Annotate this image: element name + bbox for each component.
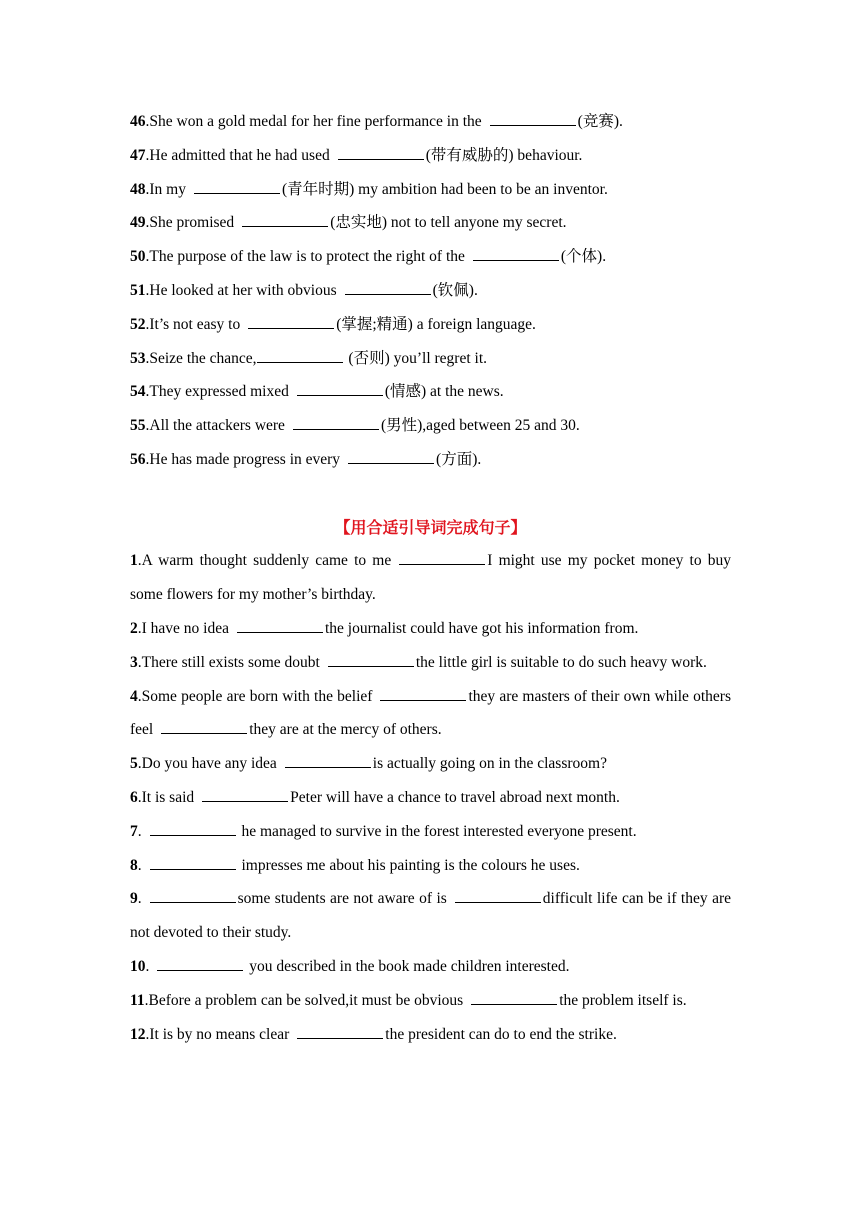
clause-item-12: 12.It is by no means clear the president can do to end the strike. [130, 1025, 617, 1043]
answer-blank[interactable] [297, 382, 383, 396]
answer-blank[interactable] [328, 653, 414, 667]
answer-blank[interactable] [471, 991, 557, 1005]
document-page [130, 105, 731, 1051]
clause-item-10: 10. you described in the book made children interested. [130, 957, 570, 975]
exercise-item-54: 54.They expressed mixed (情感) at the news. [130, 383, 504, 401]
exercise-item-53: 53.Seize the chance, (否则) you’ll regret it. [130, 349, 488, 367]
answer-blank[interactable] [297, 1025, 383, 1039]
exercise-item-48: 48.In my (青年时期) my ambition had been to be an inventor. [130, 180, 608, 198]
answer-blank[interactable] [150, 889, 236, 903]
clause-item-1: 1.A warm thought suddenly came to me I might use my pocket money to buy some flowers for my mother’s birthday. [130, 552, 731, 604]
exercise-item-55: 55.All the attackers were (男性),aged between 25 and 30. [130, 417, 580, 435]
answer-blank[interactable] [285, 754, 371, 768]
answer-blank[interactable] [202, 788, 288, 802]
clause-item-6: 6.It is said Peter will have a chance to travel abroad next month. [130, 788, 620, 806]
answer-blank[interactable] [338, 146, 424, 160]
clause-item-8: 8. impresses me about his painting is the colours he uses. [130, 856, 580, 874]
exercise-item-46: 46.She won a gold medal for her fine performance in the (竞赛). [130, 113, 623, 130]
exercise-item-51: 51.He looked at her with obvious (钦佩). [130, 281, 478, 299]
exercise-item-50: 50.The purpose of the law is to protect the right of the (个体). [130, 248, 607, 266]
answer-blank[interactable] [242, 213, 328, 227]
vocab-exercise-list [130, 105, 731, 477]
answer-blank[interactable] [348, 450, 434, 464]
exercise-item-52: 52.It’s not easy to (掌握;精通) a foreign language. [130, 315, 536, 333]
answer-blank[interactable] [293, 416, 379, 430]
clause-item-5: 5.Do you have any idea is actually going on in the classroom? [130, 755, 607, 773]
answer-blank[interactable] [399, 551, 485, 565]
clause-item-11: 11.Before a problem can be solved,it must be obvious the problem itself is. [130, 991, 687, 1009]
answer-blank[interactable] [237, 619, 323, 633]
clause-item-7: 7. he managed to survive in the forest interested everyone present. [130, 822, 637, 840]
answer-blank[interactable] [345, 281, 431, 295]
clause-exercise-list [130, 544, 731, 1051]
answer-blank[interactable] [194, 180, 280, 194]
answer-blank[interactable] [150, 856, 236, 870]
answer-blank[interactable] [161, 720, 247, 734]
section-title: 【用合适引导词完成句子】 [334, 517, 527, 537]
clause-item-3: 3.There still exists some doubt the little girl is suitable to do such heavy work. [130, 653, 707, 671]
answer-blank[interactable] [150, 822, 236, 836]
clause-item-4: 4.Some people are born with the belief they are masters of their own while others feel they are at the mercy of others. [130, 687, 732, 739]
clause-item-9: 9. some students are not aware of is difficult life can be if they are not devoted to their study. [130, 890, 731, 942]
exercise-item-49: 49.She promised (忠实地) not to tell anyone my secret. [130, 214, 567, 232]
answer-blank[interactable] [490, 112, 576, 126]
clause-item-2: 2.I have no idea the journalist could have got his information from. [130, 619, 639, 637]
answer-blank[interactable] [473, 247, 559, 261]
exercise-item-47: 47.He admitted that he had used (带有威胁的) behaviour. [130, 146, 583, 164]
answer-blank[interactable] [157, 957, 243, 971]
answer-blank[interactable] [257, 349, 343, 363]
exercise-item-56: 56.He has made progress in every (方面). [130, 450, 482, 468]
answer-blank[interactable] [380, 687, 466, 701]
answer-blank[interactable] [455, 889, 541, 903]
answer-blank[interactable] [248, 315, 334, 329]
